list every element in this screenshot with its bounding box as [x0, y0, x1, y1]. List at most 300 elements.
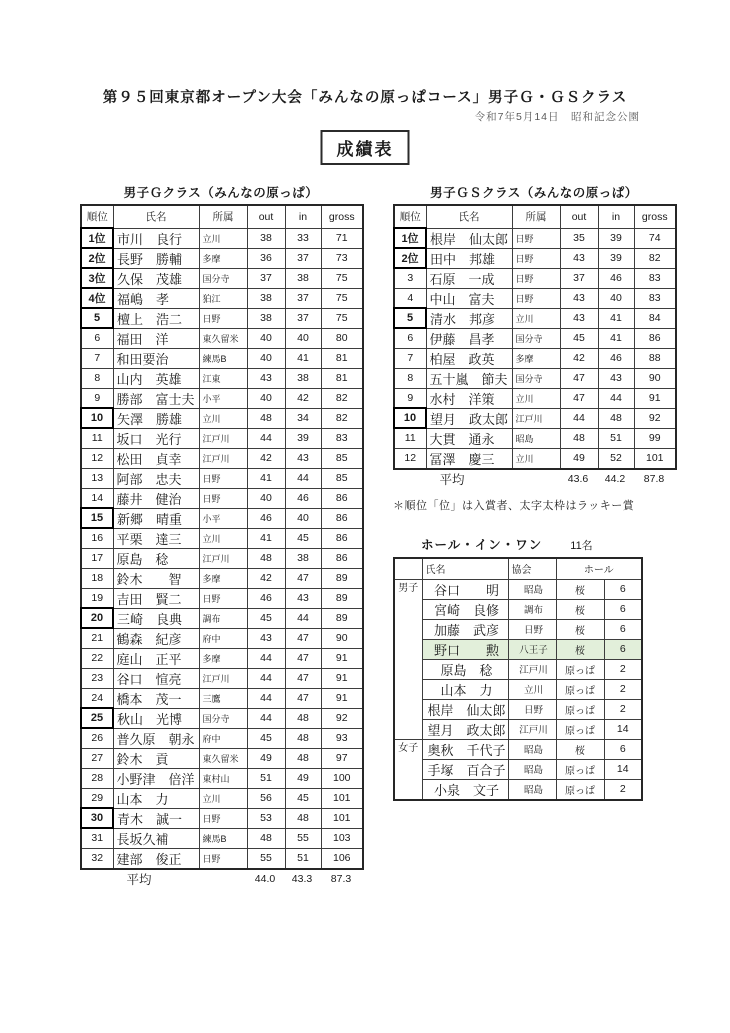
group-cell: 女子 — [394, 739, 422, 800]
assoc-header: 協会 — [508, 558, 556, 580]
table-row — [81, 568, 363, 588]
table-row — [81, 368, 363, 388]
in-cell: 49 — [285, 768, 321, 788]
group-header — [394, 558, 422, 580]
name-cell: 谷口 愃亮 — [113, 668, 199, 688]
out-cell: 43 — [247, 368, 285, 388]
rank-header: 順位 — [394, 205, 426, 228]
table-row — [394, 759, 642, 779]
hole-cell: 6 — [604, 619, 642, 639]
name-header: 氏名 — [113, 205, 199, 228]
in-cell: 39 — [598, 228, 634, 248]
rank-cell: 7 — [81, 348, 113, 368]
club-cell: 多摩 — [199, 568, 247, 588]
out-cell: 40 — [247, 328, 285, 348]
out-cell: 44 — [247, 428, 285, 448]
table-row — [81, 228, 363, 248]
name-cell: 福嶋 孝 — [113, 288, 199, 308]
table-row — [394, 268, 676, 288]
in-cell: 47 — [285, 668, 321, 688]
course-cell: 原っぱ — [556, 699, 604, 719]
in-cell: 45 — [285, 788, 321, 808]
gross-cell: 86 — [321, 508, 363, 528]
rank-cell: 26 — [81, 728, 113, 748]
rank-cell: 12 — [394, 448, 426, 469]
out-cell: 51 — [247, 768, 285, 788]
out-cell: 45 — [560, 328, 598, 348]
club-cell: 日野 — [512, 228, 560, 248]
gross-cell: 80 — [321, 328, 363, 348]
name-cell: 普久原 朝永 — [113, 728, 199, 748]
in-cell: 37 — [285, 288, 321, 308]
name-cell: 藤井 健治 — [113, 488, 199, 508]
out-cell: 45 — [247, 608, 285, 628]
in-cell: 47 — [285, 648, 321, 668]
club-cell: 江東 — [199, 368, 247, 388]
club-cell: 国分寺 — [199, 268, 247, 288]
out-cell: 48 — [560, 428, 598, 448]
rank-cell: 25 — [81, 708, 113, 728]
out-cell: 42 — [247, 448, 285, 468]
name-cell: 橋本 茂一 — [113, 688, 199, 708]
club-cell: 国分寺 — [512, 328, 560, 348]
gross-cell: 101 — [321, 788, 363, 808]
rank-cell: 18 — [81, 568, 113, 588]
table-row — [394, 719, 642, 739]
name-cell: 谷口 明 — [422, 579, 508, 599]
name-cell: 山内 英雄 — [113, 368, 199, 388]
rank-cell: 6 — [81, 328, 113, 348]
hole-cell: 6 — [604, 639, 642, 659]
out-cell: 44 — [247, 648, 285, 668]
gross-cell: 89 — [321, 608, 363, 628]
club-cell: 三鷹 — [199, 688, 247, 708]
club-cell: 立川 — [199, 528, 247, 548]
in-cell: 48 — [285, 808, 321, 828]
club-cell: 練馬B — [199, 828, 247, 848]
table-row — [394, 679, 642, 699]
in-cell: 44 — [598, 388, 634, 408]
rank-header: 順位 — [81, 205, 113, 228]
average-gross: 87.8 — [643, 473, 665, 485]
name-cell: 阿部 忠夫 — [113, 468, 199, 488]
rank-cell: 20 — [81, 608, 113, 628]
name-cell: 三崎 良典 — [113, 608, 199, 628]
table-row — [394, 699, 642, 719]
table-row — [81, 428, 363, 448]
name-cell: 根岸 仙太郎 — [422, 699, 508, 719]
out-cell: 46 — [247, 508, 285, 528]
rank-cell: 4 — [394, 288, 426, 308]
in-cell: 43 — [285, 588, 321, 608]
name-cell: 中山 富夫 — [426, 288, 512, 308]
table-header-row — [81, 205, 363, 228]
in-cell: 38 — [285, 268, 321, 288]
rank-cell: 8 — [394, 368, 426, 388]
out-cell: 47 — [560, 368, 598, 388]
table-row — [81, 528, 363, 548]
club-cell: 立川 — [512, 388, 560, 408]
rank-cell: 16 — [81, 528, 113, 548]
in-cell: 55 — [285, 828, 321, 848]
name-cell: 原島 稔 — [113, 548, 199, 568]
average-out: 43.6 — [567, 473, 589, 485]
name-cell: 福田 洋 — [113, 328, 199, 348]
club-cell: 小平 — [199, 388, 247, 408]
table-row — [394, 328, 676, 348]
table-row — [394, 639, 642, 659]
out-cell: 38 — [247, 308, 285, 328]
gross-cell: 99 — [634, 428, 676, 448]
table-row — [81, 588, 363, 608]
name-cell: 建部 俊正 — [113, 848, 199, 869]
name-cell: 五十嵐 節夫 — [426, 368, 512, 388]
gross-cell: 92 — [321, 708, 363, 728]
gross-cell: 83 — [321, 428, 363, 448]
gross-cell: 86 — [321, 528, 363, 548]
hole-cell: 14 — [604, 719, 642, 739]
name-cell: 望月 政太郎 — [422, 719, 508, 739]
name-cell: 長坂久補 — [113, 828, 199, 848]
date-location-line: 令和7年5月14日 昭和記念公園 — [474, 111, 640, 123]
in-cell: 46 — [598, 268, 634, 288]
hole-header: ホール — [556, 558, 642, 580]
table-row — [81, 508, 363, 528]
assoc-cell: 昭島 — [508, 779, 556, 800]
name-cell: 水村 洋策 — [426, 388, 512, 408]
table-row — [81, 248, 363, 268]
hole-in-one-header — [421, 535, 675, 553]
rank-cell: 4位 — [81, 288, 113, 308]
rank-cell: 1位 — [394, 228, 426, 248]
page-title: 第９５回東京都オープン大会「みんなの原っぱコース」男子Ｇ・ＧＳクラス — [102, 90, 628, 106]
gross-cell: 75 — [321, 268, 363, 288]
hole-in-one-title: ホール・イン・ワン — [421, 537, 543, 552]
gross-cell: 71 — [321, 228, 363, 248]
gross-cell: 91 — [321, 688, 363, 708]
rank-cell: 3 — [394, 268, 426, 288]
in-cell: 40 — [285, 328, 321, 348]
club-cell: 立川 — [199, 408, 247, 428]
gross-cell: 100 — [321, 768, 363, 788]
in-cell: 41 — [285, 348, 321, 368]
club-cell: 府中 — [199, 728, 247, 748]
rank-cell: 6 — [394, 328, 426, 348]
rank-cell: 5 — [394, 308, 426, 328]
in-cell: 44 — [285, 468, 321, 488]
gross-header: gross — [321, 205, 363, 228]
rank-cell: 22 — [81, 648, 113, 668]
gross-cell: 97 — [321, 748, 363, 768]
club-cell: 狛江 — [199, 288, 247, 308]
gross-cell: 93 — [321, 728, 363, 748]
name-cell: 伊藤 昌孝 — [426, 328, 512, 348]
rank-cell: 12 — [81, 448, 113, 468]
name-cell: 和田要治 — [113, 348, 199, 368]
out-cell: 43 — [560, 248, 598, 268]
out-cell: 36 — [247, 248, 285, 268]
rank-cell: 3位 — [81, 268, 113, 288]
table-row — [81, 808, 363, 828]
club-cell: 立川 — [512, 448, 560, 469]
rank-cell: 11 — [394, 428, 426, 448]
rank-cell: 29 — [81, 788, 113, 808]
gross-cell: 101 — [634, 448, 676, 469]
name-cell: 冨澤 慶三 — [426, 448, 512, 469]
out-cell: 49 — [560, 448, 598, 469]
gross-cell: 106 — [321, 848, 363, 869]
course-cell: 桜 — [556, 739, 604, 759]
in-cell: 40 — [598, 288, 634, 308]
hole-cell: 6 — [604, 739, 642, 759]
table-row — [394, 619, 642, 639]
gs-class-section — [393, 183, 675, 801]
rank-cell: 17 — [81, 548, 113, 568]
course-cell: 原っぱ — [556, 719, 604, 739]
gross-cell: 81 — [321, 348, 363, 368]
gross-cell: 75 — [321, 288, 363, 308]
name-cell: 長野 勝輔 — [113, 248, 199, 268]
table-row — [394, 308, 676, 328]
average-out: 44.0 — [254, 873, 276, 885]
in-cell: 48 — [598, 408, 634, 428]
name-cell: 坂口 光行 — [113, 428, 199, 448]
name-cell: 小野津 倍洋 — [113, 768, 199, 788]
table-row — [81, 268, 363, 288]
table-row — [394, 579, 642, 599]
assoc-cell: 調布 — [508, 599, 556, 619]
gross-cell: 86 — [321, 548, 363, 568]
out-cell: 48 — [247, 548, 285, 568]
name-cell: 松田 貞幸 — [113, 448, 199, 468]
hole-cell: 6 — [604, 599, 642, 619]
name-cell: 宮崎 良修 — [422, 599, 508, 619]
name-cell: 加藤 武彦 — [422, 619, 508, 639]
out-cell: 41 — [247, 468, 285, 488]
name-cell: 原島 稔 — [422, 659, 508, 679]
hole-in-one-table — [393, 557, 643, 801]
gross-cell: 81 — [321, 368, 363, 388]
name-cell: 清水 邦彦 — [426, 308, 512, 328]
club-cell: 日野 — [199, 468, 247, 488]
name-cell: 矢澤 勝雄 — [113, 408, 199, 428]
table-row — [81, 468, 363, 488]
club-header: 所属 — [512, 205, 560, 228]
in-cell: 38 — [285, 368, 321, 388]
table-row — [394, 428, 676, 448]
average-label: 平均 — [126, 873, 152, 887]
gross-cell: 91 — [634, 388, 676, 408]
rank-cell: 5 — [81, 308, 113, 328]
table-row — [81, 848, 363, 869]
table-row — [394, 599, 642, 619]
in-cell: 42 — [285, 388, 321, 408]
out-cell: 44 — [247, 668, 285, 688]
out-cell: 42 — [560, 348, 598, 368]
club-cell: 日野 — [199, 308, 247, 328]
rank-cell: 7 — [394, 348, 426, 368]
table-header-row — [394, 558, 642, 580]
gross-cell: 90 — [321, 628, 363, 648]
club-cell: 昭島 — [512, 428, 560, 448]
out-header: out — [247, 205, 285, 228]
club-cell: 日野 — [199, 848, 247, 869]
gross-cell: 74 — [634, 228, 676, 248]
rank-cell: 31 — [81, 828, 113, 848]
in-cell: 52 — [598, 448, 634, 469]
club-cell: 立川 — [199, 228, 247, 248]
name-cell: 田中 邦雄 — [426, 248, 512, 268]
out-cell: 43 — [560, 308, 598, 328]
club-cell: 江戸川 — [199, 668, 247, 688]
rank-cell: 9 — [394, 388, 426, 408]
club-header: 所属 — [199, 205, 247, 228]
group-cell: 男子 — [394, 579, 422, 739]
in-cell: 40 — [285, 508, 321, 528]
in-cell: 47 — [285, 688, 321, 708]
rank-cell: 14 — [81, 488, 113, 508]
rank-cell: 8 — [81, 368, 113, 388]
name-cell: 望月 政太郎 — [426, 408, 512, 428]
name-cell: 鈴木 貢 — [113, 748, 199, 768]
out-header: out — [560, 205, 598, 228]
g-class-average-row — [80, 870, 362, 889]
rank-cell: 1位 — [81, 228, 113, 248]
in-cell: 34 — [285, 408, 321, 428]
club-cell: 立川 — [199, 788, 247, 808]
name-cell: 鈴木 智 — [113, 568, 199, 588]
club-cell: 日野 — [512, 288, 560, 308]
in-cell: 41 — [598, 308, 634, 328]
name-cell: 大貫 通永 — [426, 428, 512, 448]
name-cell: 柏屋 政英 — [426, 348, 512, 368]
table-row — [81, 408, 363, 428]
club-cell: 日野 — [199, 808, 247, 828]
gross-cell: 82 — [321, 388, 363, 408]
hole-cell: 6 — [604, 579, 642, 599]
name-cell: 小泉 文子 — [422, 779, 508, 800]
name-cell: 平栗 達三 — [113, 528, 199, 548]
table-row — [394, 448, 676, 469]
assoc-cell: 日野 — [508, 619, 556, 639]
table-row — [81, 328, 363, 348]
out-cell: 40 — [247, 348, 285, 368]
table-row — [81, 648, 363, 668]
club-cell: 国分寺 — [512, 368, 560, 388]
rank-cell: 11 — [81, 428, 113, 448]
out-cell: 44 — [247, 688, 285, 708]
table-row — [394, 228, 676, 248]
out-cell: 47 — [560, 388, 598, 408]
gs-class-table — [393, 204, 677, 470]
results-stamp-title: 成績表 — [321, 130, 410, 165]
g-class-title: 男子Ｇクラス（みんなの原っぱ） — [123, 186, 319, 200]
name-cell: 奥秋 千代子 — [422, 739, 508, 759]
in-cell: 48 — [285, 708, 321, 728]
table-row — [394, 388, 676, 408]
gross-cell: 82 — [321, 408, 363, 428]
name-cell: 檀上 浩二 — [113, 308, 199, 328]
rank-cell: 2位 — [394, 248, 426, 268]
club-cell: 日野 — [512, 268, 560, 288]
name-cell: 山本 力 — [113, 788, 199, 808]
course-cell: 桜 — [556, 639, 604, 659]
name-cell: 鶴森 紀彦 — [113, 628, 199, 648]
table-row — [81, 548, 363, 568]
out-cell: 55 — [247, 848, 285, 869]
gross-cell: 89 — [321, 588, 363, 608]
assoc-cell: 日野 — [508, 699, 556, 719]
gross-cell: 103 — [321, 828, 363, 848]
in-cell: 46 — [285, 488, 321, 508]
table-row — [394, 288, 676, 308]
hole-cell: 2 — [604, 699, 642, 719]
table-row — [81, 708, 363, 728]
gross-cell: 92 — [634, 408, 676, 428]
club-cell: 府中 — [199, 628, 247, 648]
name-header: 氏名 — [422, 558, 508, 580]
assoc-cell: 立川 — [508, 679, 556, 699]
name-cell: 市川 良行 — [113, 228, 199, 248]
table-row — [394, 739, 642, 759]
in-cell: 47 — [285, 568, 321, 588]
rank-cell: 24 — [81, 688, 113, 708]
gross-header: gross — [634, 205, 676, 228]
table-row — [394, 779, 642, 800]
out-cell: 56 — [247, 788, 285, 808]
in-cell: 48 — [285, 728, 321, 748]
gross-cell: 73 — [321, 248, 363, 268]
table-row — [394, 408, 676, 428]
in-cell: 43 — [598, 368, 634, 388]
hole-cell: 2 — [604, 779, 642, 800]
club-cell: 調布 — [199, 608, 247, 628]
out-cell: 43 — [247, 628, 285, 648]
table-row — [81, 348, 363, 368]
in-cell: 48 — [285, 748, 321, 768]
club-cell: 江戸川 — [512, 408, 560, 428]
in-cell: 44 — [285, 608, 321, 628]
table-row — [81, 668, 363, 688]
in-header: in — [285, 205, 321, 228]
rank-cell: 21 — [81, 628, 113, 648]
club-cell: 立川 — [512, 308, 560, 328]
out-cell: 40 — [247, 388, 285, 408]
table-row — [81, 628, 363, 648]
average-in: 43.3 — [291, 873, 313, 885]
assoc-cell: 八王子 — [508, 639, 556, 659]
rank-cell: 28 — [81, 768, 113, 788]
average-in: 44.2 — [604, 473, 626, 485]
club-cell: 多摩 — [199, 248, 247, 268]
name-cell: 野口 勲 — [422, 639, 508, 659]
name-cell: 吉田 賢二 — [113, 588, 199, 608]
assoc-cell: 江戸川 — [508, 659, 556, 679]
table-row — [81, 748, 363, 768]
average-label: 平均 — [439, 473, 465, 487]
hole-in-one-section — [393, 535, 675, 801]
gross-cell: 86 — [634, 328, 676, 348]
table-row — [394, 659, 642, 679]
course-cell: 桜 — [556, 619, 604, 639]
out-cell: 38 — [247, 288, 285, 308]
in-cell: 46 — [598, 348, 634, 368]
in-cell: 51 — [598, 428, 634, 448]
in-cell: 39 — [598, 248, 634, 268]
gross-cell: 90 — [634, 368, 676, 388]
in-cell: 41 — [598, 328, 634, 348]
rank-cell: 2位 — [81, 248, 113, 268]
